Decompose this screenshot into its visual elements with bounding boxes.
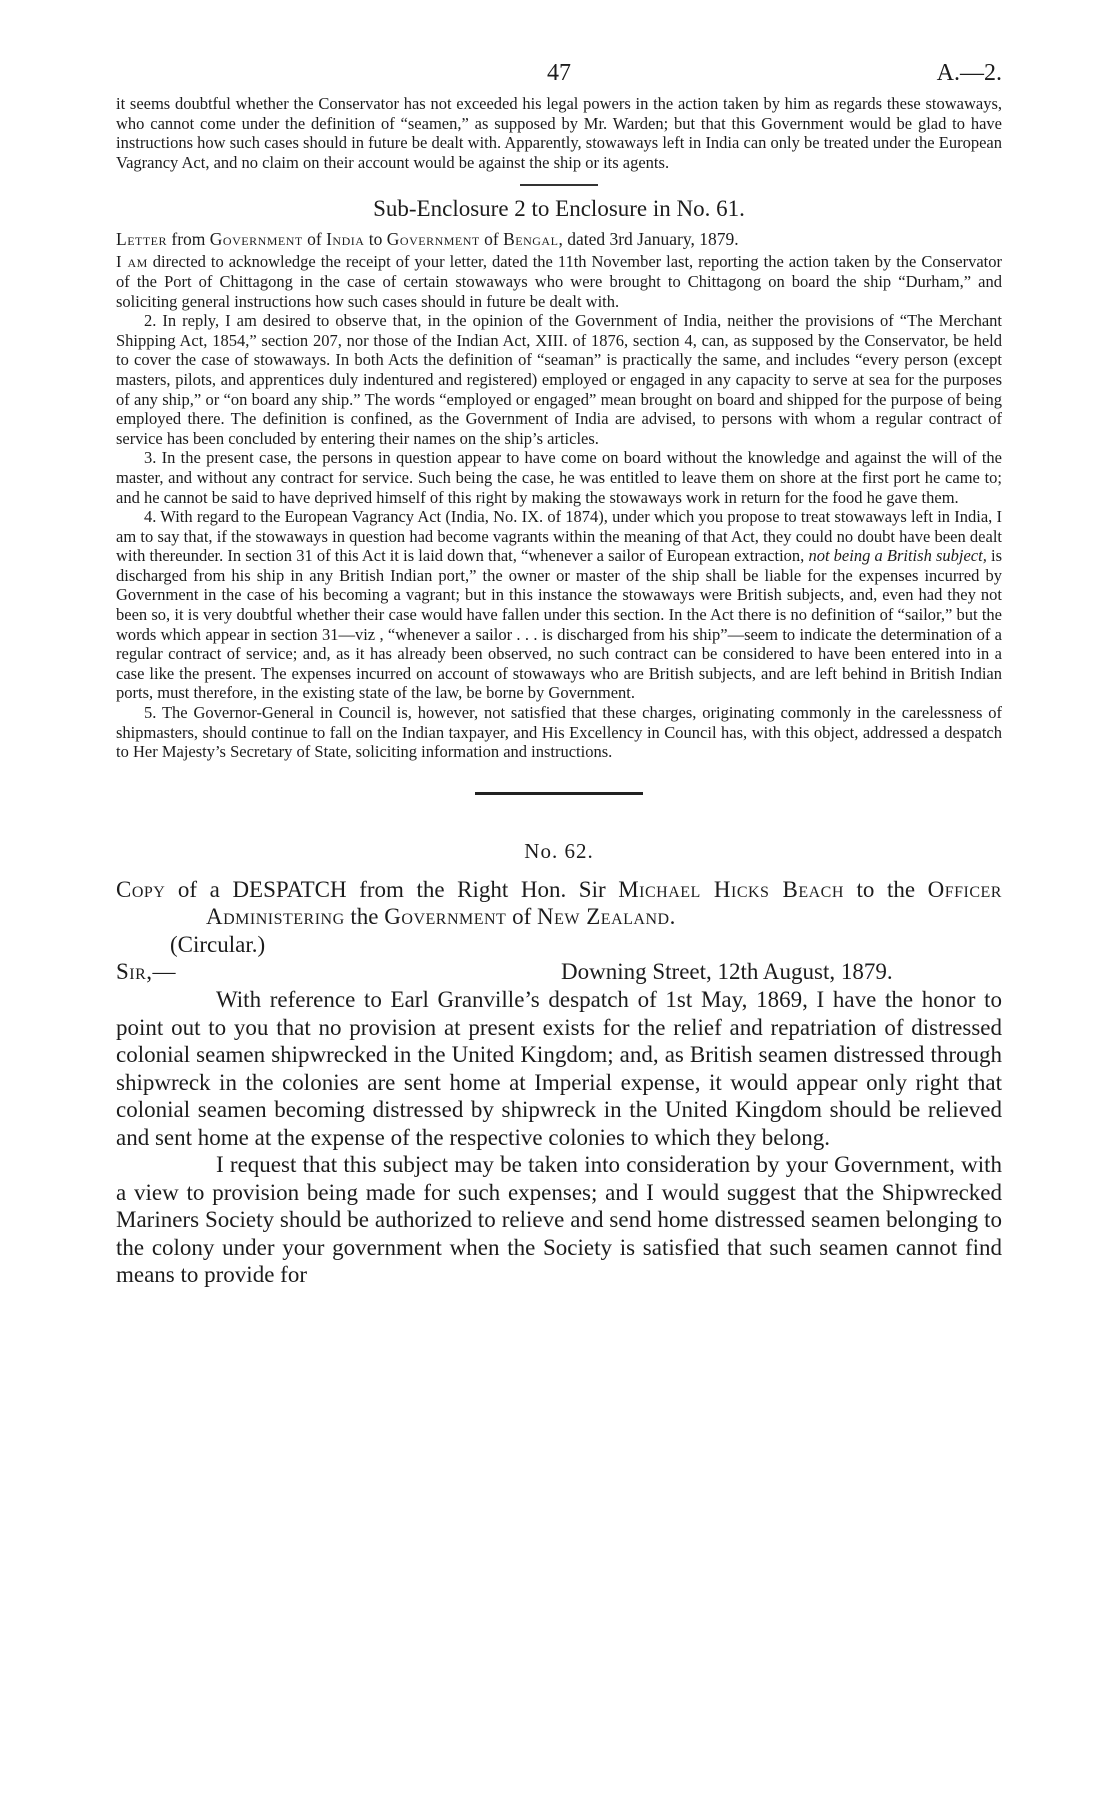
letter-word: India bbox=[326, 229, 365, 250]
page-header bbox=[116, 60, 1002, 94]
page-number: 47 bbox=[547, 60, 571, 86]
letter-word: Government bbox=[386, 229, 480, 250]
letter-paragraph-4 bbox=[116, 507, 1002, 703]
despatch-paragraph-1: With reference to Earl Granville’s despatch of 1st May, 1869, I have the honor to point out to you that no provision at present exists for the relief and repatriation of distressed colonial seamen shipwrecked in the United Kingdom; and, as British seamen distressed through shipwreck in the colonies are sent home at Imperial expense, it would appear only right that colonial seamen becoming distressed by shipwreck in the United Kingdom should be relieved and sent home at the expense of the respective colonies to which they belong. bbox=[116, 987, 1002, 1150]
letter-paragraph-3: 3. In the present case, the persons in question appear to have come on board without the knowledge and against the will of the master, and without any contract for service. Such being the case, he was entitled to leave them on shore at the first port he came to; and he cannot be said to have deprived himself of this right by making the stowaways work in return for the food he gave them. bbox=[116, 448, 1002, 507]
letter-paragraph-2: 2. In reply, I am desired to observe that, in the opinion of the Government of India, neither the provisions of “The Merchant Shipping Act, 1854,” section 207, nor those of the Indian Act, XIII. of 1876, section 4, can, as supposed by the Conservator, be held to cover the case of stowaways. In both Acts the definition of “seaman” is practically the same, and includes “every person (except masters, pilots, and apprentices duly indentured and registered) employed or engaged in any capacity to serve at sea for the purposes of any ship,” or “on board any ship.” The words “employed or engaged” mean brought on board and shipped for the purpose of being employed there. The definition is confined, as the Government of India are advised, to persons with whom a regular contract of service has been concluded by entering their names on the ship’s articles. bbox=[116, 311, 1002, 448]
title-text: to the bbox=[843, 876, 928, 902]
sub-enclosure-heading: Sub-Enclosure 2 to Enclosure in No. 61. bbox=[373, 196, 745, 222]
paragraph-text: is discharged from his ship in any British Indian port,” the owner or master of the ship shall be liable for the expenses incurred by Government in the case of his becoming a vagrant; but in this instance the stowaways were British subjects, and, even had they not been so, it is very doubtful whether their case would have fallen under this section. In the Act there is no definition of “sailor,” but the words which appear in section 31—viz , “whenever a sailor . . . is discharged from his ship”—seem to indicate the determination of a regular contract of service; and, as it has already been observed, no such contract can be considered to have been entered into in a case like the present. The expenses incurred on account of stowaways who are British subjects, and are left behind in British Indian ports, must therefore, in the existing state of the law, be borne by Government. bbox=[116, 546, 1003, 703]
title-text: of a DESPATCH from the Right Hon. Sir bbox=[165, 876, 619, 902]
title-text: of bbox=[506, 904, 538, 930]
date-line: Downing Street, 12th August, 1879. bbox=[561, 959, 893, 985]
letter-text: from bbox=[167, 229, 210, 250]
despatch-number: No. 62. bbox=[524, 838, 594, 863]
title-text: the bbox=[344, 904, 385, 930]
letter-body bbox=[116, 252, 1002, 761]
letter-text: of bbox=[479, 229, 504, 250]
despatch-body bbox=[116, 876, 1002, 1289]
paragraph-text: directed to acknowledge the receipt of your letter, dated the 11th November last, reporting the action taken by the Conservator of the Port of Chittagong in the case of certain stowaways who were brought to Chittagong on board the ship “Durham,” and soliciting general instructions how such cases should in future be dealt with. bbox=[116, 252, 1002, 311]
letter-word: Bengal bbox=[503, 229, 559, 250]
title-text: . bbox=[669, 904, 676, 930]
title-word: Copy bbox=[116, 876, 166, 902]
title-word: Officer Administering bbox=[206, 876, 1002, 930]
salutation: Sir,— bbox=[116, 959, 177, 985]
paragraph-italic: not being a British subject, bbox=[808, 546, 987, 566]
circular-label: (Circular.) bbox=[170, 931, 266, 957]
title-word: New Zealand bbox=[537, 904, 670, 930]
letter-paragraph-1 bbox=[116, 252, 1002, 311]
letter-word: Letter bbox=[116, 229, 168, 250]
despatch-title bbox=[116, 876, 1002, 931]
letter-paragraph-5: 5. The Governor-General in Council is, however, not satisfied that these charges, originating commonly in the carelessness of shipmasters, should continue to fall on the Indian taxpayer, and His Excellency in Council has, with this object, addressed a despatch to Her Majesty’s Secretary of State, soliciting information and instructions. bbox=[116, 703, 1002, 762]
letter-word: Government bbox=[209, 229, 303, 250]
despatch-paragraph-2: I request that this subject may be taken into consideration by your Government, with a view to provision being made for such expenses; and I would suggest that the Shipwrecked Mariners Society should be authorized to relieve and send home distressed seamen belonging to the colony under your government when the Society is satisfied that such seamen cannot find means to provide for bbox=[116, 1152, 1002, 1288]
paragraph-lead: I am bbox=[116, 252, 148, 272]
major-divider bbox=[475, 792, 643, 795]
paragraph-text: 4. With regard to the European Vagrancy Act (India, No. IX. of 1874), under which you propose to treat stowaways left in India, I am to say that, if the stowaways in question had become vagrants within the meaning of that Act, they could no doubt have been dealt with thereunder. In section 31 of this Act it is laid down that, “whenever a sailor of European extraction, bbox=[116, 507, 1002, 566]
continuation-paragraph: it seems doubtful whether the Conservator has not exceeded his legal powers in the action taken by him as regards these stowaways, who cannot come under the definition of “seamen,” as supposed by Mr. Warden; but that this Government would be glad to have instructions how such cases should in future be dealt with. Apparently, stowaways left in India can only be treated under the European Vagrancy Act, and no claim on their account would be against the ship or its agents. bbox=[116, 94, 1002, 172]
letter-text: of bbox=[302, 229, 327, 250]
title-word: Michael Hicks Beach bbox=[618, 876, 844, 902]
title-word: Government bbox=[384, 904, 507, 930]
section-divider bbox=[520, 184, 598, 186]
letter-text: , dated 3rd January, 1879. bbox=[558, 229, 739, 250]
letter-title bbox=[116, 228, 1002, 250]
document-reference: A.—2. bbox=[936, 60, 1002, 86]
salutation-row bbox=[116, 958, 1002, 986]
top-continuation bbox=[116, 94, 1002, 172]
document-page bbox=[116, 60, 1002, 1289]
letter-text: to bbox=[364, 229, 387, 250]
